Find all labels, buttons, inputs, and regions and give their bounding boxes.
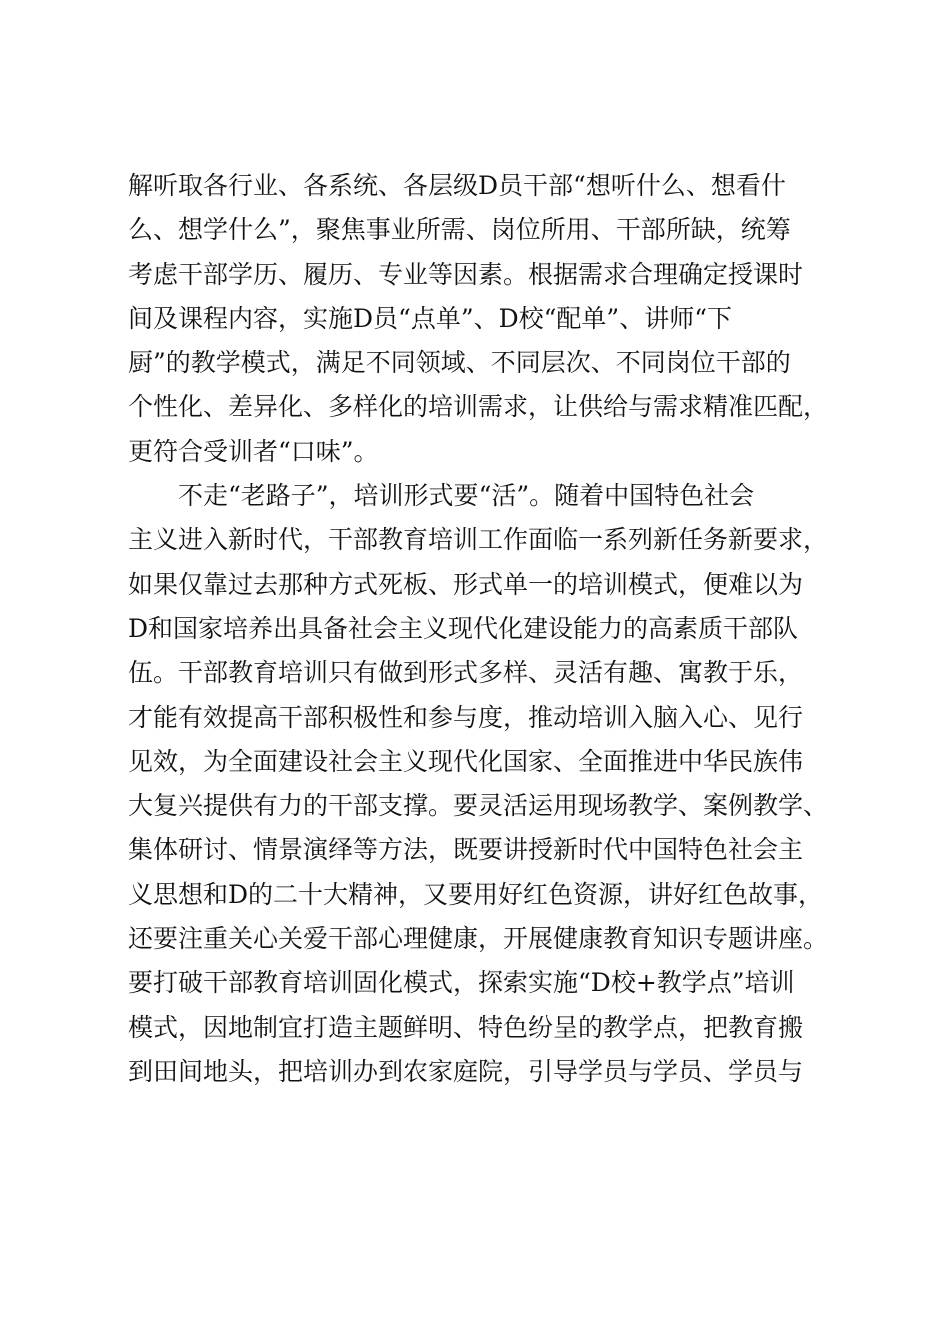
text-line: 还要注重关心关爱干部心理健康，开展健康教育知识专题讲座。 [128,924,829,954]
text-line: 才能有效提高干部积极性和参与度，推动培训入脑入心、见行 [128,702,804,732]
text-line: 伍。干部教育培训只有做到形式多样、灵活有趣、寓教于乐， [128,658,804,688]
text-line: 见效，为全面建设社会主义现代化国家、全面推进中华民族伟 [128,746,804,776]
text-line: 厨”的教学模式，满足不同领域、不同层次、不同岗位干部的 [128,348,791,378]
text-line: 间及课程内容，实施D员“点单”、D校“配单”、讲师“下 [128,303,732,333]
text-line: 大复兴提供有力的干部支撑。要灵活运用现场教学、案例教学、 [128,791,829,821]
text-line: 集体研讨、情景演绎等方法，既要讲授新时代中国特色社会主 [128,835,804,865]
text-line: D和国家培养出具备社会主义现代化建设能力的高素质干部队 [128,613,799,643]
text-line: 个性化、差异化、多样化的培训需求，让供给与需求精准匹配， [128,392,829,422]
text-line: 模式，因地制宜打造主题鲜明、特色纷呈的教学点，把教育搬 [128,1012,804,1042]
text-line: 如果仅靠过去那种方式死板、形式单一的培训模式，便难以为 [128,569,804,599]
text-line: 到田间地头，把培训办到农家庭院，引导学员与学员、学员与 [128,1056,804,1086]
text-line: 要打破干部教育培训固化模式，探索实施“D校+教学点”培训 [128,968,795,998]
text-line: 解听取各行业、各系统、各层级D员干部“想听什么、想看什 [128,171,786,200]
text-line: 主义进入新时代，干部教育培训工作面临一系列新任务新要求， [128,525,829,555]
text-line: 更符合受训者“口味”。 [128,436,379,466]
text-line: 义思想和D的二十大精神，又要用好红色资源，讲好红色故事， [128,879,824,909]
text-line: 考虑干部学历、履历、专业等因素。根据需求合理确定授课时 [128,259,804,289]
text-line: 么、想学什么”，聚焦事业所需、岗位所用、干部所缺，统筹 [128,215,791,245]
document-body [128,164,848,1094]
paragraph-first-line: 不走“老路子”，培训形式要“活”。随着中国特色社会 [178,481,755,511]
